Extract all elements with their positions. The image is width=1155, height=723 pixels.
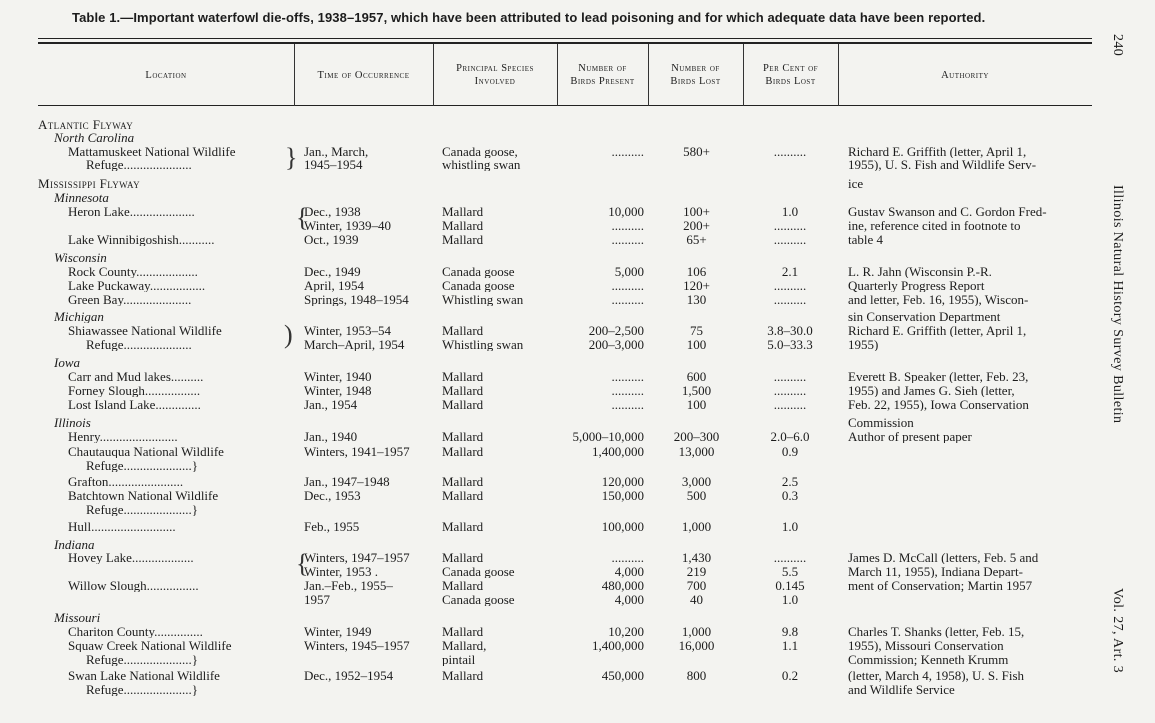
cell-loc: Squaw Creek National Wildlife	[68, 639, 232, 652]
cell-loc: Refuge.....................}	[86, 503, 199, 516]
cell-species: Mallard	[442, 205, 484, 218]
cell-auth: Everett B. Speaker (letter, Feb. 23,	[848, 370, 1029, 383]
cell-loc: Hull..........................	[68, 520, 176, 533]
cell-species: Mallard,	[442, 639, 487, 652]
cell-loc: Henry........................	[68, 430, 178, 443]
cell-time: Winter, 1953–54	[304, 324, 392, 337]
cell-present: ..........	[611, 279, 644, 292]
cell-pct: 0.9	[781, 445, 799, 458]
cell-auth: Author of present paper	[848, 430, 972, 443]
cell-present: 200–2,500	[588, 324, 644, 337]
cell-species: Mallard	[442, 520, 484, 533]
cell-auth: Richard E. Griffith (letter, April 1,	[848, 324, 1027, 337]
cell-loc: Swan Lake National Wildlife	[68, 669, 220, 682]
cell-lost: 100+	[683, 205, 710, 218]
cell-auth: ice	[848, 177, 864, 190]
cell-lost: 1,000	[681, 520, 712, 533]
cell-time: Springs, 1948–1954	[304, 293, 409, 306]
cell-loc: Atlantic Flyway	[38, 118, 134, 131]
cell-time: Winters, 1947–1957	[304, 551, 410, 564]
brace-mark: {	[296, 549, 309, 578]
cell-lost: 106	[686, 265, 707, 278]
cell-pct: 2.5	[781, 475, 799, 488]
cell-time: March–April, 1954	[304, 338, 405, 351]
cell-pct: ..........	[773, 370, 807, 383]
cell-species: Canada goose,	[442, 145, 518, 158]
cell-time: 1957	[304, 593, 330, 606]
cell-pct: 1.0	[781, 593, 799, 606]
cell-present: ..........	[611, 293, 644, 306]
cell-auth: table 4	[848, 233, 884, 246]
cell-lost: 130	[686, 293, 707, 306]
cell-auth: L. R. Jahn (Wisconsin P.-R.	[848, 265, 992, 278]
cell-loc: Michigan	[54, 310, 104, 323]
cell-lost: 580+	[683, 145, 710, 158]
cell-lost: 219	[686, 565, 707, 578]
cell-lost: 40	[690, 593, 703, 606]
cell-loc: Chautauqua National Wildlife	[68, 445, 224, 458]
cell-time: Jan., March,	[304, 145, 369, 158]
cell-present: 100,000	[601, 520, 644, 533]
cell-species: Mallard	[442, 398, 484, 411]
cell-species: Mallard	[442, 551, 484, 564]
cell-loc: Heron Lake....................	[68, 205, 195, 218]
cell-lost: 100	[686, 338, 707, 351]
cell-loc: Lake Winnibigoshish...........	[68, 233, 215, 246]
header-percent: Per Cent of Birds Lost	[762, 63, 819, 87]
cell-pct: ..........	[773, 145, 807, 158]
cell-pct: ..........	[773, 233, 807, 246]
cell-time: Dec., 1938	[304, 205, 361, 218]
cell-loc: Mattamuskeet National Wildlife	[68, 145, 236, 158]
cell-present: 450,000	[601, 669, 644, 682]
cell-species: pintail	[442, 653, 476, 666]
cell-loc: Hovey Lake...................	[68, 551, 194, 564]
cell-time: Jan., 1954	[304, 398, 358, 411]
cell-pct: 0.3	[781, 489, 799, 502]
cell-present: 1,400,000	[592, 445, 644, 458]
cell-present: 480,000	[601, 579, 644, 592]
cell-present: 120,000	[601, 475, 644, 488]
cell-pct: 5.5	[781, 565, 799, 578]
cell-lost: 1,000	[681, 625, 712, 638]
cell-pct: 3.8–30.0	[767, 324, 813, 337]
cell-loc: Minnesota	[54, 191, 109, 204]
cell-loc: Willow Slough................	[68, 579, 199, 592]
cell-pct: ..........	[773, 384, 807, 397]
cell-pct: ..........	[773, 293, 807, 306]
cell-auth: March 11, 1955), Indiana Depart-	[848, 565, 1023, 578]
cell-lost: 100	[686, 398, 707, 411]
cell-loc: Wisconsin	[54, 251, 107, 264]
cell-present: 10,200	[608, 625, 644, 638]
cell-pct: ..........	[773, 279, 807, 292]
cell-species: Mallard	[442, 219, 484, 232]
cell-auth: ine, reference cited in footnote to	[848, 219, 1021, 232]
cell-pct: 2.0–6.0	[770, 430, 810, 443]
cell-present: ..........	[611, 551, 644, 564]
cell-auth: Charles T. Shanks (letter, Feb. 15,	[848, 625, 1025, 638]
cell-time: Feb., 1955	[304, 520, 360, 533]
cell-auth: Commission	[848, 416, 914, 429]
cell-lost: 200+	[683, 219, 710, 232]
cell-species: Mallard	[442, 384, 484, 397]
header-lost: Number of Birds Lost	[670, 63, 721, 87]
cell-time: Jan., 1947–1948	[304, 475, 390, 488]
cell-loc: Rock County...................	[68, 265, 198, 278]
cell-present: ..........	[611, 219, 644, 232]
cell-present: 1,400,000	[592, 639, 644, 652]
cell-time: Dec., 1953	[304, 489, 361, 502]
cell-lost: 600	[686, 370, 707, 383]
cell-species: whistling swan	[442, 158, 521, 171]
cell-time: Jan., 1940	[304, 430, 358, 443]
cell-auth: Richard E. Griffith (letter, April 1,	[848, 145, 1027, 158]
cell-auth: 1955), U. S. Fish and Wildlife Serv-	[848, 158, 1037, 171]
cell-pct: 2.1	[781, 265, 799, 278]
cell-lost: 120+	[683, 279, 710, 292]
cell-species: Whistling swan	[442, 293, 524, 306]
top-rule-thin	[38, 38, 1092, 39]
page-number: 240	[1110, 34, 1125, 57]
brace-mark: {	[296, 203, 309, 232]
brace-mark: )	[284, 320, 293, 349]
cell-lost: 500	[686, 489, 707, 502]
header-time: Time of Occurrence	[317, 69, 410, 81]
journal-title: Illinois Natural History Survey Bulletin	[1110, 185, 1125, 424]
cell-species: Mallard	[442, 233, 484, 246]
cell-loc: Refuge.....................	[86, 338, 192, 351]
cell-pct: 0.145	[775, 579, 805, 592]
cell-species: Mallard	[442, 489, 484, 502]
cell-species: Mallard	[442, 579, 484, 592]
cell-pct: 1.1	[781, 639, 799, 652]
cell-lost: 700	[686, 579, 707, 592]
cell-loc: Refuge.....................	[86, 158, 192, 171]
cell-pct: 1.0	[781, 520, 799, 533]
cell-auth: James D. McCall (letters, Feb. 5 and	[848, 551, 1039, 564]
cell-auth: ment of Conservation; Martin 1957	[848, 579, 1033, 592]
cell-loc: Indiana	[54, 538, 95, 551]
volume-label: Vol. 27, Art. 3	[1110, 588, 1125, 674]
cell-lost: 1,500	[681, 384, 712, 397]
cell-auth: 1955), Missouri Conservation	[848, 639, 1004, 652]
cell-present: 200–3,000	[588, 338, 644, 351]
table-caption: Table 1.—Important waterfowl die-offs, 1938–1957, which have been attributed to lead poisoning and for which adequate data have been reported.	[72, 10, 986, 25]
cell-loc: Missouri	[54, 611, 101, 624]
cell-present: 5,000–10,000	[572, 430, 644, 443]
cell-pct: 5.0–33.3	[767, 338, 813, 351]
cell-loc: Iowa	[54, 356, 80, 369]
cell-time: Winter, 1940	[304, 370, 372, 383]
cell-loc: Carr and Mud lakes..........	[68, 370, 204, 383]
cell-pct: 1.0	[781, 205, 799, 218]
cell-loc: Grafton.......................	[68, 475, 184, 488]
cell-species: Mallard	[442, 445, 484, 458]
header-species: Principal Species Involved	[456, 63, 534, 87]
cell-auth: Commission; Kenneth Krumm	[848, 653, 1009, 666]
cell-lost: 1,430	[681, 551, 712, 564]
cell-loc: Refuge.....................}	[86, 683, 199, 696]
cell-auth: 1955)	[848, 338, 879, 351]
cell-present: ..........	[611, 384, 644, 397]
cell-loc: Refuge.....................}	[86, 459, 199, 472]
cell-present: 4,000	[614, 565, 644, 578]
cell-loc: Illinois	[54, 416, 91, 429]
cell-species: Canada goose	[442, 593, 515, 606]
cell-time: Winters, 1941–1957	[304, 445, 410, 458]
cell-auth: (letter, March 4, 1958), U. S. Fish	[848, 669, 1025, 682]
cell-lost: 13,000	[678, 445, 715, 458]
cell-species: Mallard	[442, 370, 484, 383]
header-present: Number of Birds Present	[570, 63, 635, 87]
cell-lost: 65+	[686, 233, 707, 246]
cell-present: 10,000	[608, 205, 644, 218]
cell-loc: Lake Puckaway.................	[68, 279, 206, 292]
cell-species: Canada goose	[442, 565, 515, 578]
cell-species: Canada goose	[442, 265, 515, 278]
cell-present: 150,000	[601, 489, 644, 502]
cell-loc: Chariton County...............	[68, 625, 203, 638]
cell-pct: 0.2	[781, 669, 799, 682]
cell-loc: Lost Island Lake..............	[68, 398, 201, 411]
cell-loc: Green Bay.....................	[68, 293, 192, 306]
cell-species: Whistling swan	[442, 338, 524, 351]
cell-present: ..........	[611, 370, 644, 383]
cell-time: Dec., 1952–1954	[304, 669, 394, 682]
cell-auth: and letter, Feb. 16, 1955), Wiscon-	[848, 293, 1029, 306]
cell-pct: ..........	[773, 219, 807, 232]
cell-present: ..........	[611, 233, 644, 246]
cell-auth: sin Conservation Department	[848, 310, 1001, 323]
cell-species: Canada goose	[442, 279, 515, 292]
cell-time: Winter, 1939–40	[304, 219, 392, 232]
cell-auth: 1955) and James G. Sieh (letter,	[848, 384, 1015, 397]
cell-loc: Mississippi Flyway	[38, 177, 141, 190]
cell-present: ..........	[611, 398, 644, 411]
cell-auth: Feb. 22, 1955), Iowa Conservation	[848, 398, 1029, 411]
cell-auth: and Wildlife Service	[848, 683, 955, 696]
header-authority: Authority	[941, 69, 989, 81]
cell-loc: Forney Slough.................	[68, 384, 201, 397]
cell-lost: 800	[686, 669, 707, 682]
cell-species: Mallard	[442, 475, 484, 488]
cell-time: April, 1954	[304, 279, 364, 292]
cell-present: 4,000	[614, 593, 644, 606]
cell-lost: 16,000	[678, 639, 715, 652]
cell-time: Winter, 1953 .	[304, 565, 379, 578]
cell-species: Mallard	[442, 324, 484, 337]
cell-auth: Gustav Swanson and C. Gordon Fred-	[848, 205, 1047, 218]
cell-time: Jan.–Feb., 1955–	[304, 579, 393, 592]
cell-auth: Quarterly Progress Report	[848, 279, 985, 292]
cell-time: 1945–1954	[304, 158, 363, 171]
cell-time: Dec., 1949	[304, 265, 361, 278]
cell-loc: Shiawassee National Wildlife	[68, 324, 222, 337]
cell-loc: Refuge.....................}	[86, 653, 199, 666]
cell-loc: Batchtown National Wildlife	[68, 489, 219, 502]
cell-present: ..........	[611, 145, 644, 158]
brace-mark: }	[285, 143, 298, 172]
cell-pct: ..........	[773, 398, 807, 411]
cell-time: Winter, 1948	[304, 384, 372, 397]
cell-pct: 9.8	[781, 625, 799, 638]
cell-species: Mallard	[442, 430, 484, 443]
cell-time: Winter, 1949	[304, 625, 372, 638]
cell-lost: 75	[690, 324, 703, 337]
cell-species: Mallard	[442, 625, 484, 638]
cell-pct: ..........	[773, 551, 807, 564]
cell-species: Mallard	[442, 669, 484, 682]
cell-lost: 3,000	[681, 475, 712, 488]
header-location: Location	[145, 69, 187, 81]
cell-time: Winters, 1945–1957	[304, 639, 410, 652]
cell-time: Oct., 1939	[304, 233, 359, 246]
cell-lost: 200–300	[673, 430, 720, 443]
cell-present: 5,000	[614, 265, 644, 278]
cell-loc: North Carolina	[54, 131, 135, 144]
